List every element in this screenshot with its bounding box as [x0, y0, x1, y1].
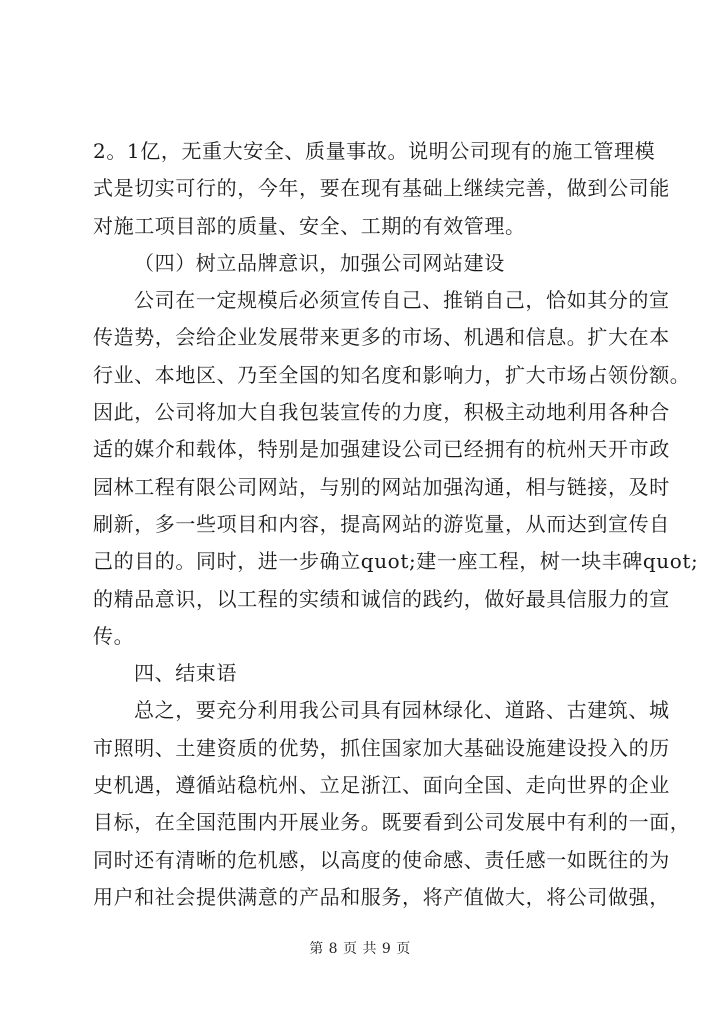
text-line: 传造势，会给企业发展带来更多的市场、机遇和信息。扩大在本: [93, 325, 670, 350]
text-line: 史机遇，遵循站稳杭州、立足浙江、面向全国、走向世界的企业: [93, 773, 670, 798]
text-line: 行业、本地区、乃至全国的知名度和影响力，扩大市场占领份额。: [93, 362, 691, 387]
document-body: [93, 133, 699, 916]
text-line: 同时还有清晰的危机感，以高度的使命感、责任感一如既往的为: [93, 847, 670, 872]
text-line: 的精品意识，以工程的实绩和诚信的践约，做好最具信服力的宣: [93, 586, 670, 611]
text-line: 适的媒介和载体，特别是加强建设公司已经拥有的杭州天开市政: [93, 437, 670, 462]
text-line: 公司在一定规模后必须宣传自己、推销自己，恰如其分的宣: [134, 288, 670, 313]
text-line: 四、结束语: [134, 661, 237, 686]
page-number-footer: 第 8 页 共 9 页: [309, 941, 411, 957]
text-line: 传。: [93, 623, 135, 648]
text-line: 对施工项目部的质量、安全、工期的有效管理。: [93, 213, 526, 238]
text-line: 式是切实可行的，今年，要在现有基础上继续完善，做到公司能: [93, 176, 670, 201]
text-line: 总之，要充分利用我公司具有园林绿化、道路、古建筑、城: [134, 698, 670, 723]
text-line: 园林工程有限公司网站，与别的网站加强沟通，相与链接，及时: [93, 474, 670, 499]
text-line: 因此，公司将加大自我包装宣传的力度，积极主动地利用各种合: [93, 400, 670, 425]
text-line: 己的目的。同时，进一步确立quot;建一座工程，树一块丰碑quot;: [93, 549, 699, 574]
text-line: （四）树立品牌意识，加强公司网站建设: [134, 250, 505, 275]
text-line: 目标，在全国范围内开展业务。既要看到公司发展中有利的一面，: [93, 810, 691, 835]
text-line: 用户和社会提供满意的产品和服务，将产值做大，将公司做强，: [93, 884, 670, 909]
text-line: 2。1亿，无重大安全、质量事故。说明公司现有的施工管理模: [93, 139, 656, 163]
text-line: 刷新，多一些项目和内容，提高网站的游览量，从而达到宣传自: [93, 511, 670, 536]
text-line: 市照明、土建资质的优势，抓住国家加大基础设施建设投入的历: [93, 735, 670, 760]
